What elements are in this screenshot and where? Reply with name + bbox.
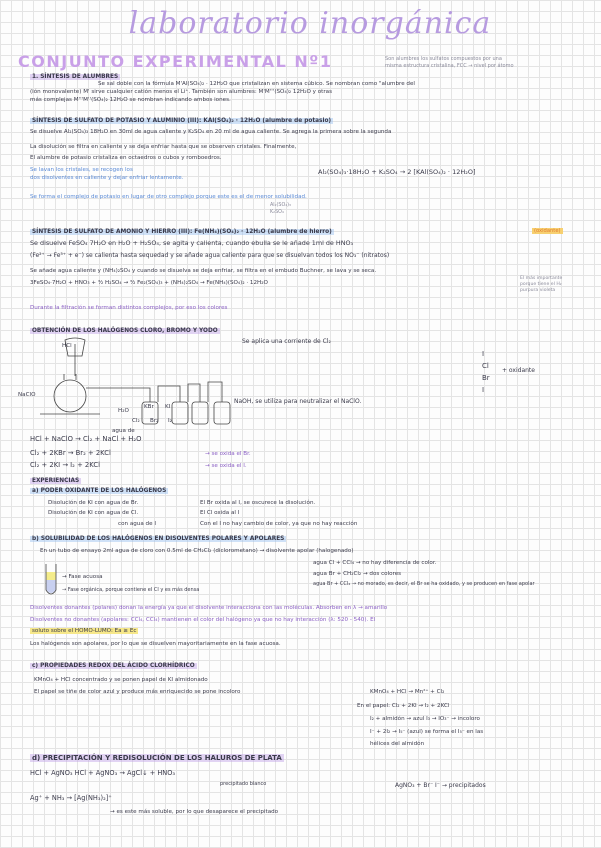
heading-d: d) PRECIPITACIÓN Y REDISOLUCIÓN DE LOS HALUROS DE PLATA xyxy=(32,754,282,762)
page-title: laboratorio inorgánica xyxy=(128,6,492,41)
text-line: Se forma el complejo de potasio en lugar de otro complejo porque este es el de menor solubilidad. xyxy=(30,194,307,200)
exp-c-right: I₂ + almidón → azul I₃ → IO₃⁻ → incoloro xyxy=(370,716,480,722)
exp-b-intro: En un tubo de ensayo 2ml agua de cloro con 0.5ml de CH₂Cl₂ (diclorometano) → disolvente apolar (halogenado) xyxy=(40,548,354,554)
exp-d-line: Ag⁺ + NH₃ → [Ag(NH₃)₂]⁺ xyxy=(30,794,112,802)
side-note: porque tiene el H₂ xyxy=(520,282,562,287)
halogen-label: Cl xyxy=(482,362,489,370)
text-line: más complejas M'''M''(SO₄)₂ 12H₂O se nombran indicando ambos iones. xyxy=(30,97,231,103)
label-br2: Br₂ xyxy=(150,418,159,424)
exp-c-right: En el papel: Cl₂ + 2KI → I₂ + 2KCl xyxy=(357,703,450,709)
label-hcl: HCl xyxy=(62,343,72,349)
reaction-line: Cl₂ + 2KBr → Br₂ + 2KCl xyxy=(30,449,111,457)
text-line: dos disolventes en caliente y dejar enfriar lentamente. xyxy=(30,175,184,181)
oxidante-badge: (oxidante) xyxy=(534,228,561,234)
label-cl2: Cl₂ xyxy=(132,418,140,424)
side-note: purpura violeta xyxy=(520,288,556,293)
reaction-note: → se oxida el Br. xyxy=(205,451,251,457)
apparatus-diagram xyxy=(30,336,260,431)
exp-c-right: KMnO₄ + HCl → Mn²⁺ + Cl₂ xyxy=(370,689,445,695)
reaction-line: Cl₂ + 2KI → I₂ + 2KCl xyxy=(30,461,100,469)
label-h2o: H₂O xyxy=(118,408,129,414)
text-line: El alumbre de potasio cristaliza en octaedros o cubos y romboedros. xyxy=(30,155,222,161)
section-heading-alumbres: 1. SÍNTESIS DE ALUMBRES xyxy=(32,74,119,80)
label-kbr: KBr xyxy=(144,404,154,410)
halogen-label: I xyxy=(482,350,485,358)
section-heading-potasio: SÍNTESIS DE SULFATO DE POTASIO Y ALUMINIO (III): KAl(SO₄)₂ · 12H₂O (alumbre de potasio) xyxy=(32,118,332,124)
exp-b-result: agua Cl + CCl₄ → no hay diferencia de color. xyxy=(313,560,437,566)
tube-label: → Fase acuosa xyxy=(62,574,103,580)
exp-b-result: agua Br + CH₂Cl₂ → dos colores xyxy=(313,571,402,577)
exp-d-line: HCl + AgNO₃ HCl + AgNO₃ → AgCl↓ + HNO₃ xyxy=(30,769,176,777)
halogen-label: Br xyxy=(482,374,490,382)
test-tube-diagram xyxy=(40,562,80,602)
section-heading-experiencias: EXPERIENCIAS xyxy=(32,478,80,484)
apparatus-description: Se aplica una corriente de Cl₂ xyxy=(242,338,331,345)
oxidante-arrow: + oxidante xyxy=(502,367,535,374)
reaction-alumbre-potasio: Al₂(SO₄)₃·18H₂O + K₂SO₄ → 2 [KAl(SO₄)₂ · 12H₂O] xyxy=(318,168,476,176)
exp-d-right: AgNO₃ + Br⁻ I⁻ → precipitados xyxy=(395,782,486,789)
label-i2: I₂ xyxy=(168,418,172,424)
exp-c-right: hélices del almidón xyxy=(370,741,425,747)
exp-a-right: El Cl oxida al I xyxy=(200,510,240,516)
exp-a-left: con agua de I xyxy=(118,521,156,527)
text-line: Se lavan los cristales, se recogen los xyxy=(30,167,133,173)
text-line: La disolución se filtra en caliente y se deja enfriar hasta que se observen cristales. Finalmente, xyxy=(30,144,297,150)
text-line: Se añade agua caliente y (NH₄)₂SO₄ y cuando se disuelva se deja enfriar, se filtra en el embudo Buchner, se lava y se seca. xyxy=(30,268,377,274)
exp-c-right: I⁻ + 2I₂ → I₅⁻ (azul) se forma el I₅⁻ en las xyxy=(370,729,484,735)
section-heading-hierro: SÍNTESIS DE SULFATO DE AMONIO Y HIERRO (III): Fe(NH₄)(SO₄)₂ · 12H₂O (alumbre de hierro) xyxy=(32,229,332,235)
reaction-line: HCl + NaClO → Cl₂ + NaCl + H₂O xyxy=(30,435,142,443)
heading-a: a) PODER OXIDANTE DE LOS HALÓGENOS xyxy=(32,488,167,494)
exp-c-line: KMnO₄ + HCl concentrado y se ponen papel de KI almidonado xyxy=(34,677,208,683)
exp-a-right: El Br oxida al I, se oscurece la disolución. xyxy=(200,500,316,506)
exp-c-line: El papel se tiñe de color azul y produce más enriquecido se pone incoloro xyxy=(34,689,241,695)
halogen-label: I xyxy=(482,386,485,394)
text-line: (Fe²⁺ → Fe³⁺ + e⁻) se calienta hasta sequedad y se añade agua caliente para que se disuelvan todos los NO₃⁻ (nitratos) xyxy=(30,252,390,259)
exp-b-conclusion: soluto sobre el HOMO-LUMO: Ea ≥ Ec xyxy=(32,628,137,634)
text-line: Se sal doble con la fórmula M'Al(SO₄)₂ · 12H₂O que cristalizan en sistema cúbico. Se nombran como "alumbre del xyxy=(98,81,415,87)
text-line: Durante la filtración se forman distintos complejos, por eso los colores xyxy=(30,305,228,311)
label-naclo: NaClO xyxy=(18,392,36,398)
heading-c: c) PROPIEDADES REDOX DEL ÁCIDO CLORHÍDRICO xyxy=(32,663,195,669)
text-line: (ión monovalente) M' sirve cualquier catión menos el Li⁺. También son alumbres: M'M'''(SO₄)₂ 12H₂O y otras xyxy=(30,89,333,95)
reaction-hierro: 3FeSO₄·7H₂O + HNO₃ + ³⁄₂ H₂SO₄ → ³⁄₂ Fe₂(SO₄)₃ + (NH₄)₂SO₄ → Fe(NH₄)(SO₄)₂ · 12H₂O xyxy=(30,280,268,286)
section-heading-halogenos: OBTENCIÓN DE LOS HALÓGENOS CLORO, BROMO Y YODO xyxy=(32,328,218,334)
label-ki: KI xyxy=(165,404,171,410)
reaction-note: → se oxida el I. xyxy=(205,463,247,469)
heading-b: b) SOLUBILIDAD DE LOS HALÓGENOS EN DISOLVENTES POLARES Y APOLARES xyxy=(32,536,285,542)
exp-b-conclusion: Disolventes donantes (polares) donan la energía ya que el disolvente interacciona con las moléculas. Absorben en λ → amarillo xyxy=(30,605,388,611)
naoh-note: NaOH, se utiliza para neutralizar el NaClO. xyxy=(234,398,362,405)
side-note-line: Son alumbres los sulfatos compuestos por una xyxy=(385,56,502,62)
side-note: El más importante xyxy=(520,276,563,281)
note: K₂SO₄ xyxy=(270,210,284,215)
text-line: Se disuelve Al₂(SO₄)₃ 18H₂O en 30ml de agua caliente y K₂SO₄ en 20 ml de agua caliente. Se agrega la primera sobre la segunda xyxy=(30,129,392,135)
exp-b-conclusion: Los halógenos son apolares, por lo que se disuelven mayoritariamente en la fase acuosa. xyxy=(30,641,281,647)
page-subtitle: CONJUNTO EXPERIMENTAL Nº1 xyxy=(18,52,333,71)
tube-label: → Fase orgánica, porque contiene el Cl y es más densa xyxy=(62,587,200,593)
text-line: Se disuelve FeSO₄ 7H₂O en H₂O + H₂SO₄, se agita y calienta, cuando ebulla se le añade 1ml de HNO₃ xyxy=(30,239,354,247)
side-note-line: misma estructura cristalina, FCC → nivel por átomo xyxy=(385,63,514,69)
exp-a-left: Disolución de KI con agua de Cl. xyxy=(48,510,139,516)
exp-a-left: Disolución de KI con agua de Br. xyxy=(48,500,139,506)
label-agua: agua de xyxy=(112,428,135,434)
note: Al₂(SO₄)₃ xyxy=(270,203,291,208)
exp-b-conclusion: Disolventes no donantes (apolares: CCl₄, CCl₄) mantienen el color del halógeno ya que no hay interacción (λ: 520 - 540). El xyxy=(30,617,376,623)
exp-d-line: → es este más soluble, por lo que desaparece el precipitado xyxy=(110,809,279,815)
exp-a-right: Con el I no hay cambio de color, ya que no hay reacción xyxy=(200,521,358,527)
exp-d-line: precipitado blanco xyxy=(220,781,267,787)
exp-b-result: agua Br + CCl₄ → no morado, es decir, el Br se ha oxidado, y se producen en fase apolar xyxy=(313,581,535,587)
